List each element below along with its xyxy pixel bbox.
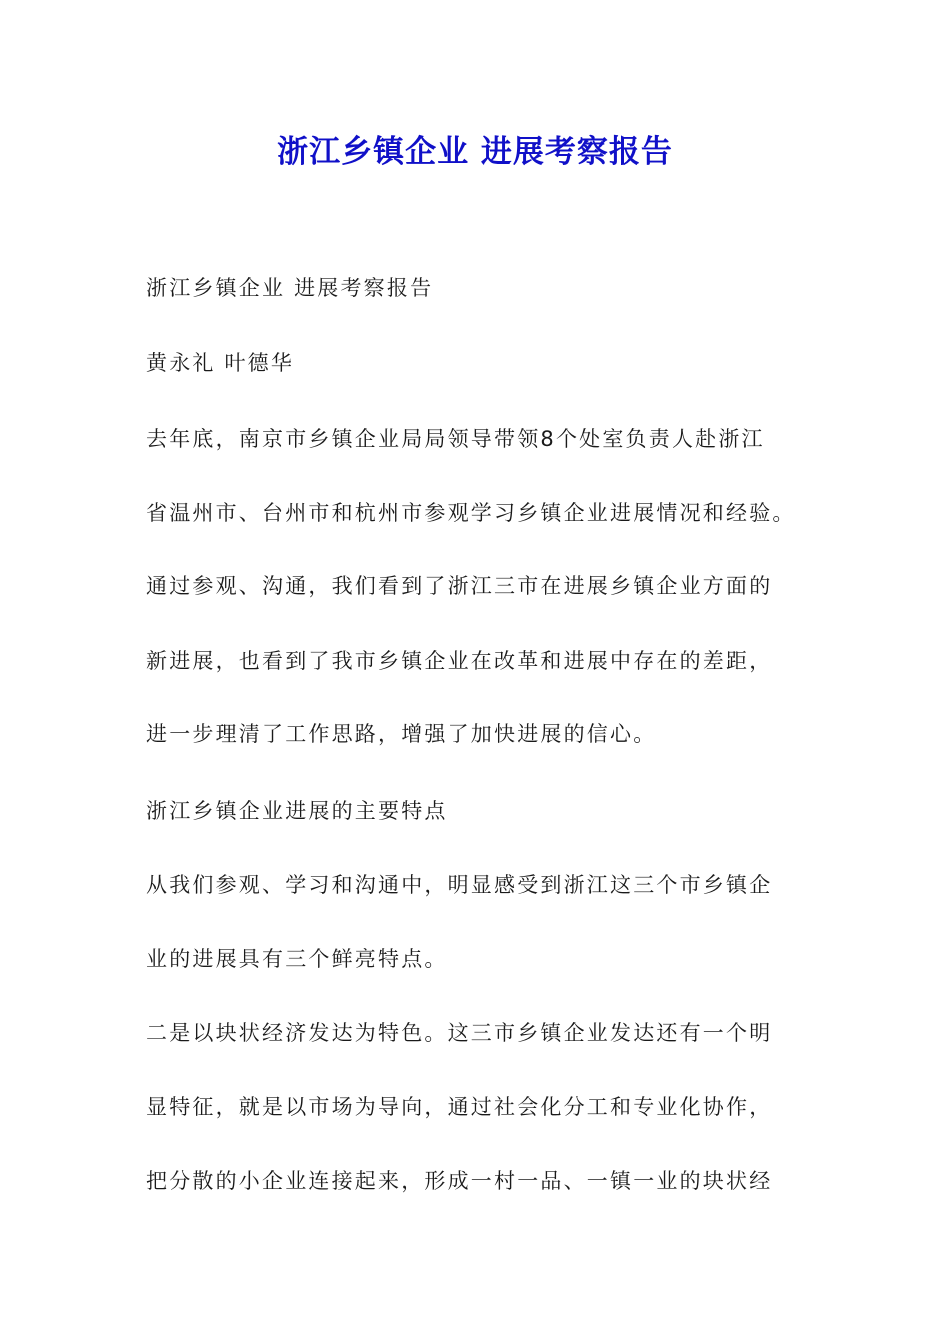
paragraph-1-line: 进一步理清了工作思路，增强了加快进展的信心。 (146, 722, 657, 746)
paragraph-1-line: 省温州市、台州市和杭州市参观学习乡镇企业进展情况和经验。 (146, 501, 796, 525)
paragraph-3-line: 把分散的小企业连接起来，形成一村一品、一镇一业的块状经 (146, 1169, 773, 1193)
paragraph-1-line: 通过参观、沟通，我们看到了浙江三市在进展乡镇企业方面的 (146, 574, 773, 598)
paragraph-2-line: 业的进展具有三个鲜亮特点。 (146, 947, 448, 971)
document-authors: 黄永礼 叶德华 (146, 351, 295, 375)
document-title: 浙江乡镇企业 进展考察报告 (277, 134, 673, 170)
paragraph-2-line: 从我们参观、学习和沟通中，明显感受到浙江这三个市乡镇企 (146, 873, 773, 897)
paragraph-1-line: 去年底，南京市乡镇企业局局领导带领8个处室负责人赴浙江 (146, 427, 765, 451)
paragraph-3-line: 显特征，就是以市场为导向，通过社会化分工和专业化协作， (146, 1095, 773, 1119)
paragraph-3-line: 二是以块状经济发达为特色。这三市乡镇企业发达还有一个明 (146, 1021, 773, 1045)
document-subtitle: 浙江乡镇企业 进展考察报告 (146, 276, 434, 300)
paragraph-1-line: 新进展，也看到了我市乡镇企业在改革和进展中存在的差距， (146, 649, 773, 673)
section-heading: 浙江乡镇企业进展的主要特点 (146, 799, 448, 823)
